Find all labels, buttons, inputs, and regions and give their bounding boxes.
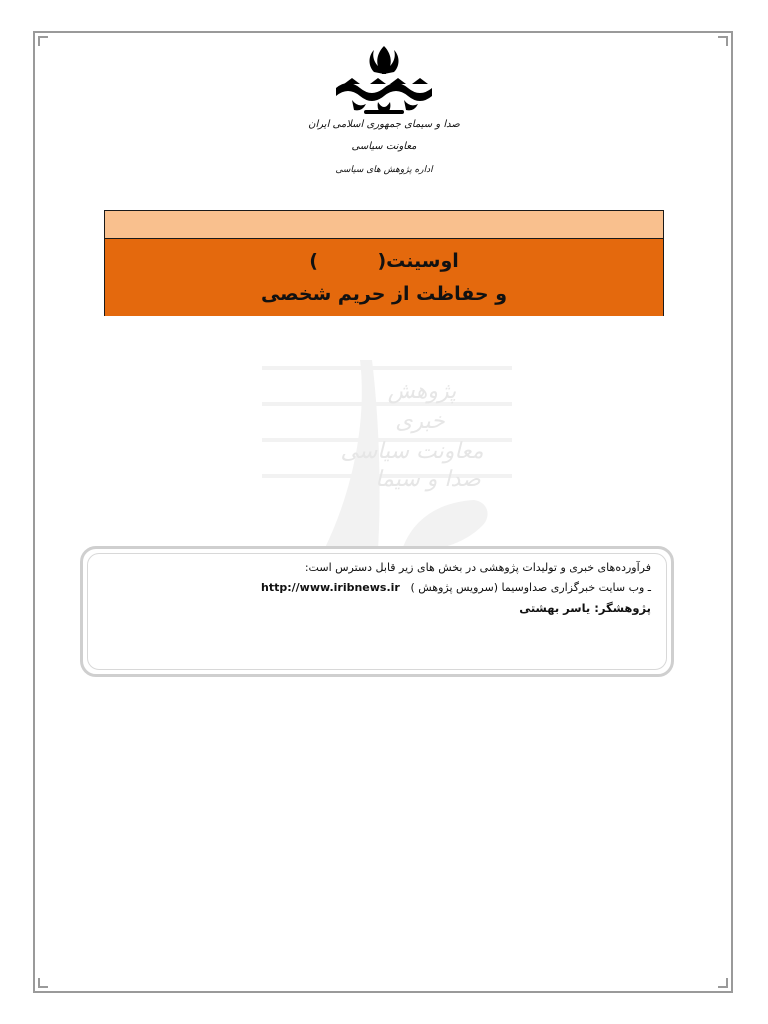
availability-intro-text: فرآورده‌های خبری و تولیدات پژوهشی در بخش های زیر قابل دسترس است: [304,561,651,574]
document-title-line-2: و حفاظت از حریم شخصی [260,282,508,305]
watermark-text: معاونت سیاسی [340,439,484,464]
organization-department: معاونت سیاسی [351,141,417,152]
watermark-text: صدا و سیما [375,467,481,492]
watermark-logo-icon [262,350,512,560]
border-corner-ornament [38,36,48,46]
watermark-text: خبری [395,409,445,434]
researcher-name: پژوهشگر: یاسر بهشتی [519,601,651,615]
document-title-line-1: اوسینت( ) [309,249,459,272]
title-band [105,239,663,316]
website-link[interactable]: http://www.iribnews.ir [261,581,400,594]
border-corner-ornament [38,978,48,988]
organization-office: اداره پژوهش های سیاسی [335,165,433,175]
title-header-band [105,211,663,239]
website-source-text: ـ وب سایت خبرگزاری صداوسیما (سرویس پژوهش ) [410,581,651,594]
irib-logo-icon [334,44,434,120]
title-box [104,210,664,316]
border-corner-ornament [718,36,728,46]
border-corner-ornament [718,978,728,988]
watermark-text: پژوهش [387,379,457,404]
info-box [80,546,674,677]
organization-name: صدا و سیمای جمهوری اسلامی ایران [308,119,460,130]
